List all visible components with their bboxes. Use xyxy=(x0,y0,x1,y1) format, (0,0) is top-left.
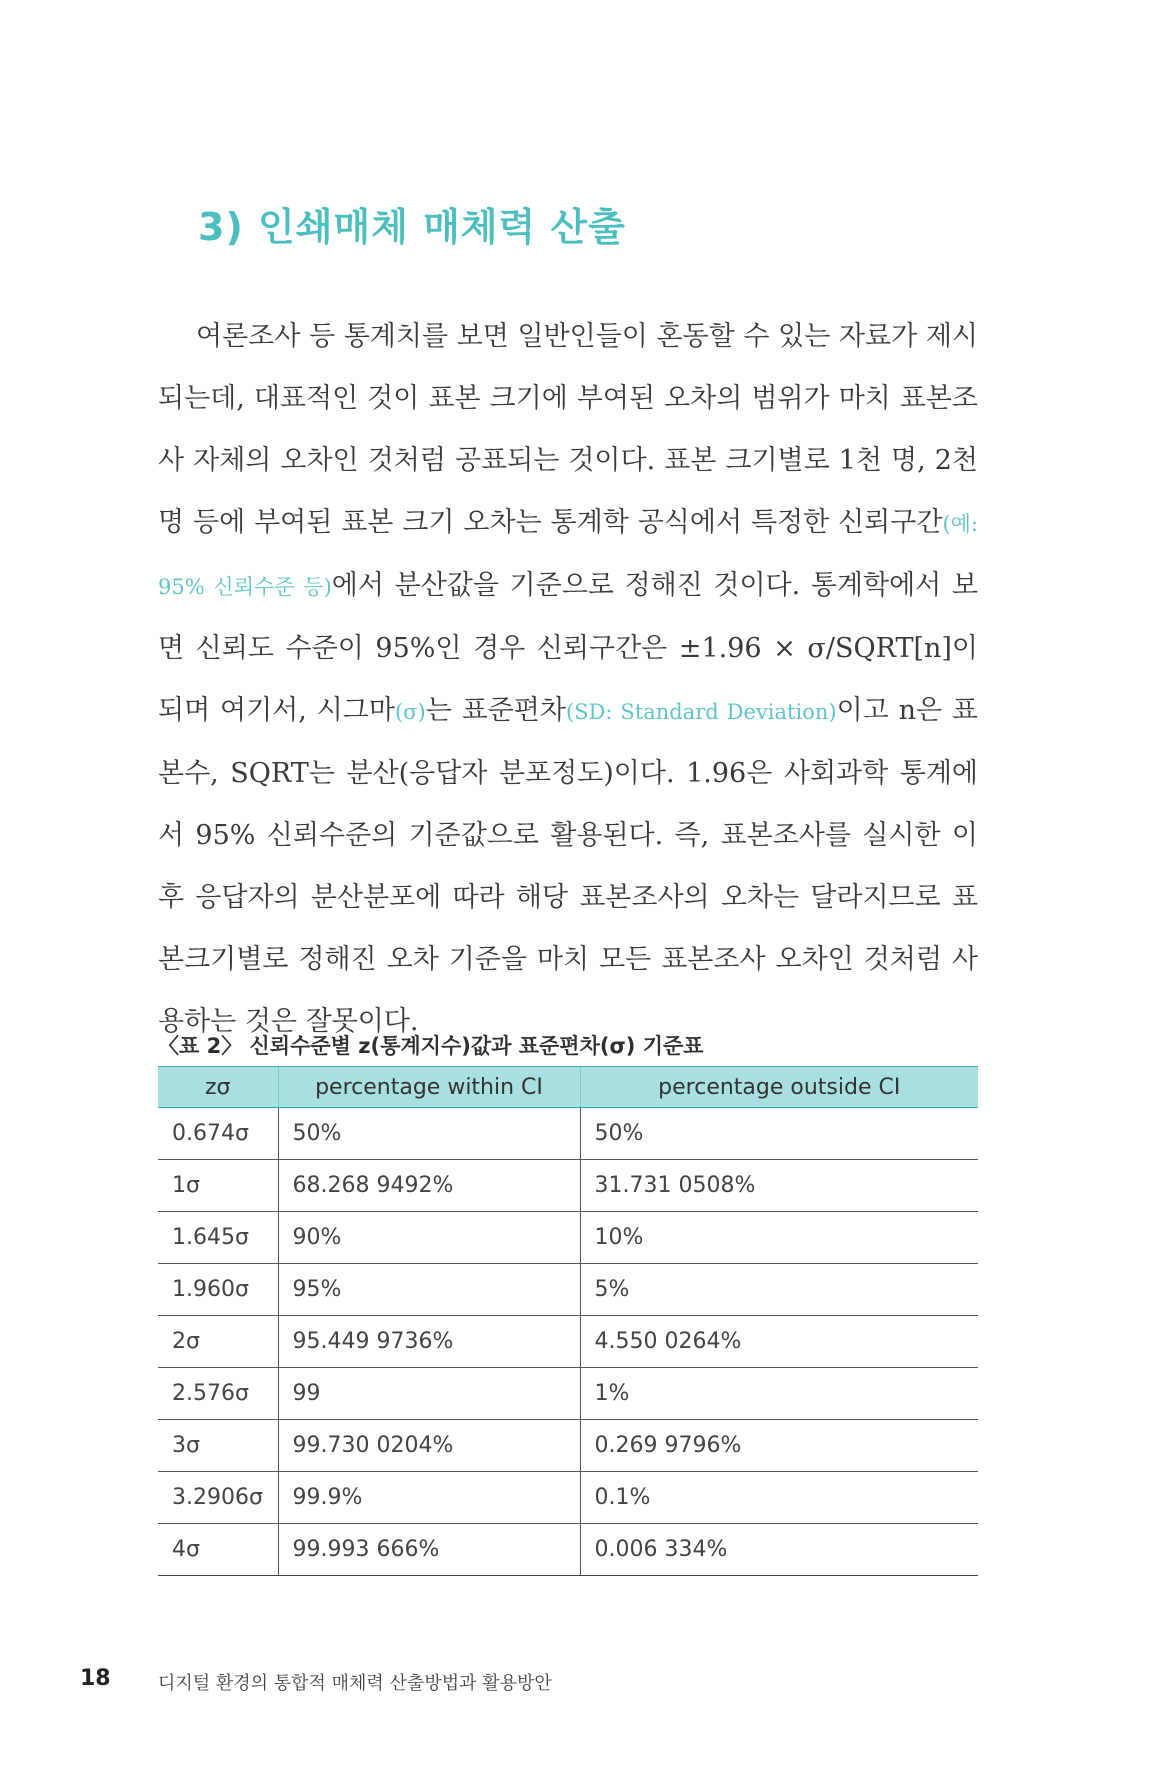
outside-ci-cell: 10% xyxy=(580,1212,978,1264)
header-within-ci: percentage within CI xyxy=(278,1067,580,1108)
body-text-part-1: 여론조사 등 통계치를 보면 일반인들이 혼동할 수 있는 자료가 제시되는데, 대표적인 것이 표본 크기에 부여된 오차의 범위가 마치 표본조사 자체의 오차인 것처럼 공표되는 것이다. 표본 크기별로 1천 명, 2천 명 등에 부여된 표본 크기 오차는 통계학 공식에서 특정한 신뢰구간 xyxy=(158,321,978,538)
page-number: 18 xyxy=(80,1666,111,1691)
body-paragraph xyxy=(158,306,978,1053)
body-text-part-3: 는 표준편차 xyxy=(425,695,566,726)
within-ci-cell: 99.993 666% xyxy=(278,1524,580,1576)
table-row xyxy=(158,1420,978,1472)
z-sigma-cell: 1.960σ xyxy=(158,1264,278,1316)
z-sigma-cell: 1σ xyxy=(158,1160,278,1212)
z-sigma-cell: 2σ xyxy=(158,1316,278,1368)
table-row xyxy=(158,1108,978,1160)
table-row xyxy=(158,1524,978,1576)
section-heading: 3) 인쇄매체 매체력 산출 xyxy=(198,205,626,249)
confidence-level-table xyxy=(158,1066,978,1576)
outside-ci-cell: 4.550 0264% xyxy=(580,1316,978,1368)
table-header-row xyxy=(158,1067,978,1108)
outside-ci-cell: 50% xyxy=(580,1108,978,1160)
table-row xyxy=(158,1160,978,1212)
outside-ci-cell: 5% xyxy=(580,1264,978,1316)
within-ci-cell: 95% xyxy=(278,1264,580,1316)
body-text-part-2: 에서 분산값을 기준으로 정해진 것이다. 통계학에서 보면 신뢰도 수준이 95%인 경우 신뢰구간은 ±1.96 × σ/SQRT[n]이 되며 여기서, 시그마 xyxy=(158,570,978,726)
within-ci-cell: 90% xyxy=(278,1212,580,1264)
within-ci-cell: 95.449 9736% xyxy=(278,1316,580,1368)
within-ci-cell: 99 xyxy=(278,1368,580,1420)
outside-ci-cell: 0.1% xyxy=(580,1472,978,1524)
table-row xyxy=(158,1264,978,1316)
z-sigma-cell: 2.576σ xyxy=(158,1368,278,1420)
z-sigma-cell: 3σ xyxy=(158,1420,278,1472)
within-ci-cell: 68.268 9492% xyxy=(278,1160,580,1212)
z-sigma-cell: 3.2906σ xyxy=(158,1472,278,1524)
table-row xyxy=(158,1368,978,1420)
header-outside-ci: percentage outside CI xyxy=(580,1067,978,1108)
standard-deviation-note: (SD: Standard Deviation) xyxy=(565,700,837,724)
table-row xyxy=(158,1316,978,1368)
sigma-symbol-note: (σ) xyxy=(394,700,426,724)
outside-ci-cell: 31.731 0508% xyxy=(580,1160,978,1212)
table-caption: 〈표 2〉 신뢰수준별 z(통계지수)값과 표준편차(σ) 기준표 xyxy=(158,1034,704,1058)
z-sigma-cell: 4σ xyxy=(158,1524,278,1576)
z-sigma-cell: 0.674σ xyxy=(158,1108,278,1160)
running-footer-title: 디지털 환경의 통합적 매체력 산출방법과 활용방안 xyxy=(158,1673,552,1694)
within-ci-cell: 99.730 0204% xyxy=(278,1420,580,1472)
within-ci-cell: 99.9% xyxy=(278,1472,580,1524)
table-row xyxy=(158,1472,978,1524)
confidence-level-example-note: (예: 95% 신뢰수준 등) xyxy=(158,512,978,599)
outside-ci-cell: 0.269 9796% xyxy=(580,1420,978,1472)
header-z-sigma: zσ xyxy=(158,1067,278,1108)
outside-ci-cell: 1% xyxy=(580,1368,978,1420)
z-sigma-cell: 1.645σ xyxy=(158,1212,278,1264)
body-text-part-4: 이고 n은 표본수, SQRT는 분산(응답자 분포정도)이다. 1.96은 사회과학 통계에서 95% 신뢰수준의 기준값으로 활용된다. 즉, 표본조사를 실시한 이후 응답자의 분산분포에 따라 해당 표본조사의 오차는 달라지므로 표본크기별로 정해진 오차 기준을 마치 모든 표본조사 오차인 것처럼 사용하는 것은 잘못이다. xyxy=(158,695,978,1037)
within-ci-cell: 50% xyxy=(278,1108,580,1160)
table-row xyxy=(158,1212,978,1264)
outside-ci-cell: 0.006 334% xyxy=(580,1524,978,1576)
